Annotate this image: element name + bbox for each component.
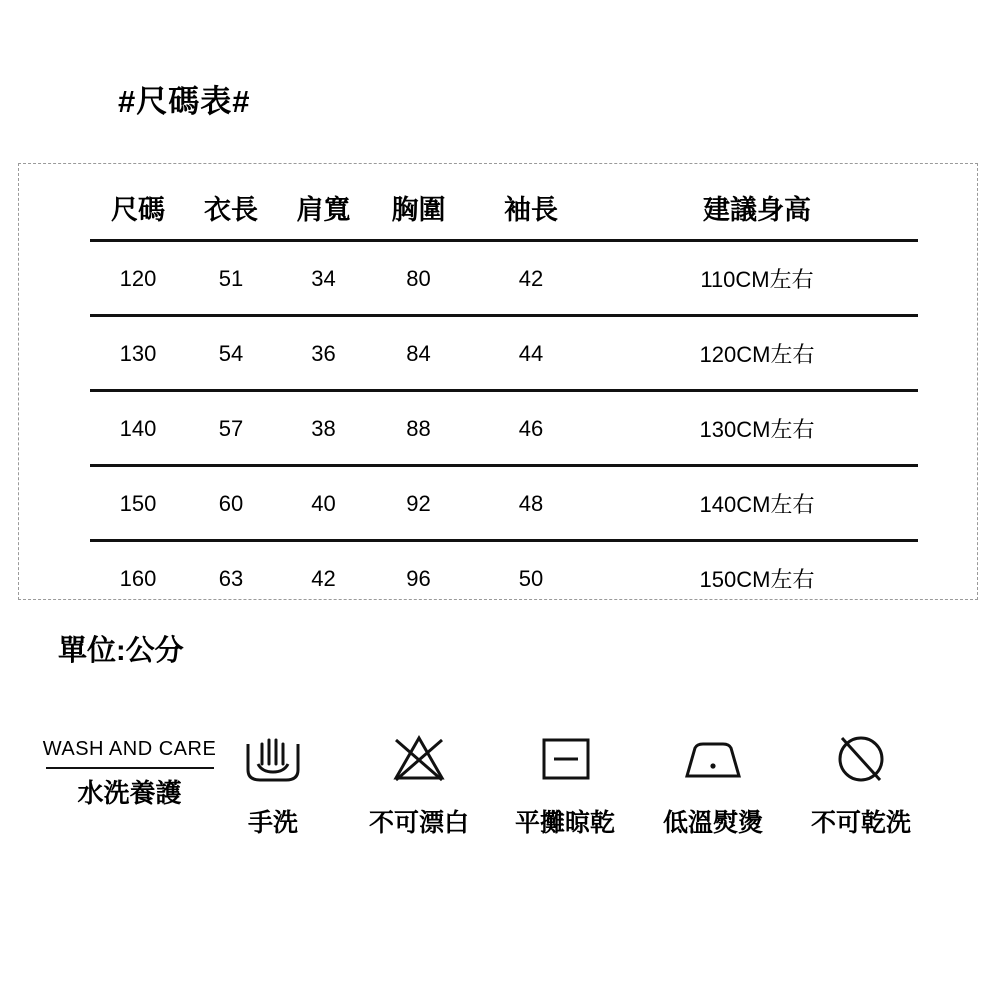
cell-sleeve: 46 [466, 391, 596, 466]
cell-length: 51 [186, 241, 276, 316]
cell-size: 140 [90, 391, 186, 466]
cell-size: 160 [119, 565, 157, 591]
wash-care-label-en: WASH AND CARE [42, 738, 217, 760]
wash-and-care-section [0, 726, 1000, 846]
cell-chest: 80 [371, 241, 466, 316]
care-item-hand-wash [198, 726, 348, 839]
care-item-do-not-dry-clean [786, 726, 936, 839]
cell-sleeve: 48 [466, 466, 596, 541]
low-temp-iron-icon [638, 726, 788, 792]
cell-sleeve: 44 [466, 316, 596, 391]
cell-size: 130 [90, 316, 186, 391]
divider [46, 767, 214, 769]
cell-size: 120 [90, 241, 186, 316]
cell-sleeve: 42 [466, 241, 596, 316]
cell-chest: 84 [371, 316, 466, 391]
column-header-sleeve: 袖長 [504, 195, 558, 225]
table-row [90, 241, 918, 316]
column-header-chest: 胸圍 [391, 195, 446, 225]
cell-height: 120CM左右 [596, 316, 918, 391]
do-not-dry-clean-icon [786, 726, 936, 792]
do-not-bleach-icon [344, 726, 494, 792]
page-title: #尺碼表# [118, 84, 251, 119]
cell-shoulder: 34 [276, 241, 371, 316]
care-item-label: 低溫熨燙 [662, 809, 763, 837]
cell-shoulder: 36 [276, 316, 371, 391]
cell-shoulder: 42 [311, 565, 336, 591]
cell-height: 130CM左右 [596, 391, 918, 466]
cell-chest: 88 [371, 391, 466, 466]
table-row [90, 466, 918, 541]
care-item-do-not-bleach [344, 726, 494, 839]
cell-length: 57 [186, 391, 276, 466]
table-row [90, 391, 918, 466]
care-item-low-temp-iron [638, 726, 788, 839]
cell-chest: 92 [371, 466, 466, 541]
care-item-label: 手洗 [247, 809, 298, 837]
care-item-label: 不可漂白 [368, 809, 469, 837]
table-header-row [90, 182, 918, 241]
care-item-dry-flat [490, 726, 640, 839]
cell-size: 150 [90, 466, 186, 541]
care-item-label: 平攤晾乾 [514, 809, 615, 837]
column-header-size: 尺碼 [111, 195, 165, 225]
cell-height: 150CM左右 [699, 567, 815, 592]
dry-flat-icon [490, 726, 640, 792]
size-table [90, 182, 918, 614]
cell-length: 63 [218, 565, 244, 591]
cell-height: 140CM左右 [596, 466, 918, 541]
cell-length: 60 [186, 466, 276, 541]
wash-care-label-zh: 水洗養護 [77, 778, 182, 808]
cell-chest: 96 [406, 565, 431, 591]
column-header-height: 建議身高 [703, 195, 811, 225]
unit-note: 單位:公分 [58, 635, 184, 667]
column-header-shoulder: 肩寬 [296, 195, 351, 225]
cell-shoulder: 38 [276, 391, 371, 466]
table-row [90, 541, 918, 615]
table-row [90, 316, 918, 391]
care-item-label: 不可乾洗 [810, 809, 911, 837]
cell-length: 54 [186, 316, 276, 391]
cell-height: 110CM左右 [596, 241, 918, 316]
column-header-length: 衣長 [204, 195, 258, 225]
hand-wash-icon [198, 726, 348, 792]
cell-shoulder: 40 [276, 466, 371, 541]
cell-sleeve: 50 [518, 565, 544, 591]
